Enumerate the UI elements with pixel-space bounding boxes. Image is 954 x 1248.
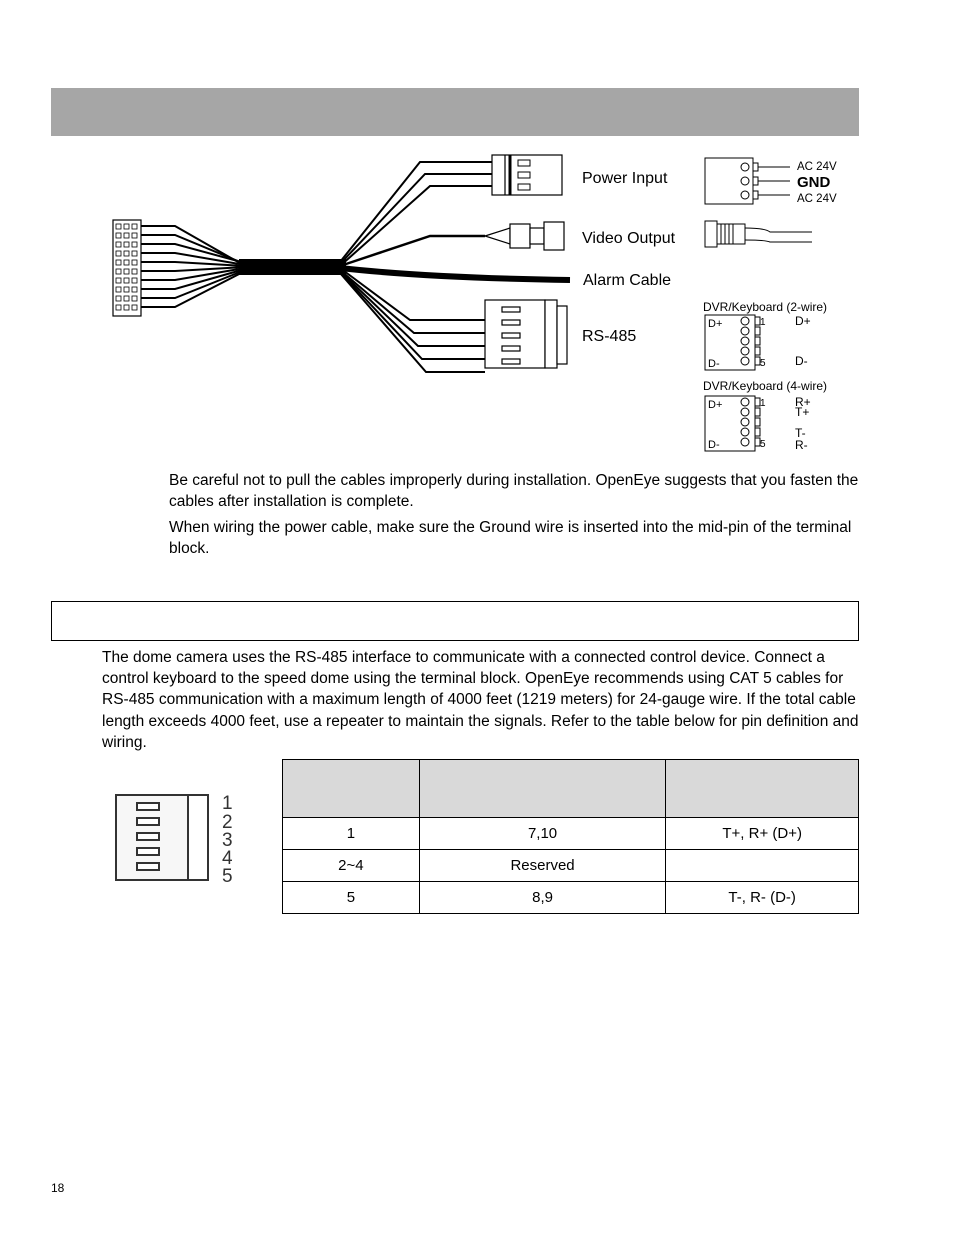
video-output-label: Video Output — [582, 230, 676, 247]
multi-pin-connector-icon — [113, 220, 141, 316]
table-cell: 1 — [283, 818, 420, 850]
section-banner — [51, 88, 859, 136]
section-heading-box — [51, 601, 859, 641]
t-minus-label: T- — [795, 426, 806, 440]
table-header-row — [283, 760, 859, 818]
gnd-label: GND — [797, 174, 831, 191]
header-cell-2 — [419, 760, 666, 818]
table-cell: Reserved — [419, 850, 666, 882]
power-connector-icon — [492, 155, 562, 195]
d-plus-4wire-label: D+ — [708, 399, 723, 411]
table-cell: T-, R- (D-) — [666, 882, 859, 914]
r-plus-label: R+ — [795, 395, 811, 409]
pin-5-4wire-label: 5 — [760, 439, 766, 450]
terminal-number-3: 3 — [222, 830, 233, 851]
header-cell-1 — [283, 760, 420, 818]
installation-notes — [169, 470, 859, 564]
d-minus-4wire-label: D- — [708, 439, 720, 451]
d-minus-right-label: D- — [795, 354, 808, 368]
terminal-number-5: 5 — [222, 866, 233, 887]
power-input-label: Power Input — [582, 170, 668, 187]
terminal-number-2: 2 — [222, 812, 233, 833]
rs485-terminal-image — [112, 785, 262, 890]
table-row — [283, 818, 859, 850]
dvr-4wire-label: DVR/Keyboard (4-wire) — [703, 379, 828, 393]
table-cell — [666, 850, 859, 882]
table-cell: 8,9 — [419, 882, 666, 914]
pin-1-4wire-label: 1 — [760, 398, 766, 409]
rs485-paragraph: The dome camera uses the RS-485 interface to communicate with a connected control device. Connect a control keyboard to the speed dome using the terminal block. OpenEye recommends using CAT 5 cables for RS-485 communication with a maximum length of 4000 feet (1219 meters) for 24-gauge wire. If the total cable length exceeds 4000 feet, use a repeater to maintain the signals. Refer to the table below for pin definition and wiring. — [102, 649, 859, 751]
note-cables: Be careful not to pull the cables improperly during installation. OpenEye suggests that you fasten the cables after installation is complete. — [169, 472, 859, 510]
pin-definition-table — [282, 759, 859, 914]
dvr-2wire-label: DVR/Keyboard (2-wire) — [703, 300, 828, 314]
page-number: 18 — [51, 1181, 65, 1195]
rs485-connector-icon — [485, 300, 567, 368]
terminal-number-1: 1 — [222, 793, 233, 814]
table-cell: 5 — [283, 882, 420, 914]
table-cell: 7,10 — [419, 818, 666, 850]
video-plug-icon — [705, 221, 812, 247]
pin-5-label: 5 — [760, 358, 766, 369]
table-row — [283, 850, 859, 882]
terminal-number-4: 4 — [222, 848, 233, 869]
table-cell: T+, R+ (D+) — [666, 818, 859, 850]
d-minus-label: D- — [708, 358, 720, 370]
pin-1-label: 1 — [760, 317, 766, 328]
terminal-block-icon — [116, 795, 208, 880]
d-plus-label: D+ — [708, 318, 723, 330]
cable-diagram — [100, 150, 860, 460]
header-cell-3 — [666, 760, 859, 818]
table-cell: 2~4 — [283, 850, 420, 882]
ac24v-top-label: AC 24V — [797, 161, 837, 173]
d-plus-right-label: D+ — [795, 314, 811, 328]
ac24v-bottom-label: AC 24V — [797, 193, 837, 205]
table-row — [283, 882, 859, 914]
r-minus-label: R- — [795, 438, 808, 452]
rs485-label: RS-485 — [582, 328, 637, 345]
t-plus-label: T+ — [795, 405, 810, 419]
bnc-connector-icon — [485, 222, 564, 250]
note-ground: When wiring the power cable, make sure the Ground wire is inserted into the mid-pin of the terminal block. — [169, 519, 852, 557]
alarm-cable-label: Alarm Cable — [583, 272, 672, 289]
power-terminal-block-icon — [705, 158, 790, 204]
